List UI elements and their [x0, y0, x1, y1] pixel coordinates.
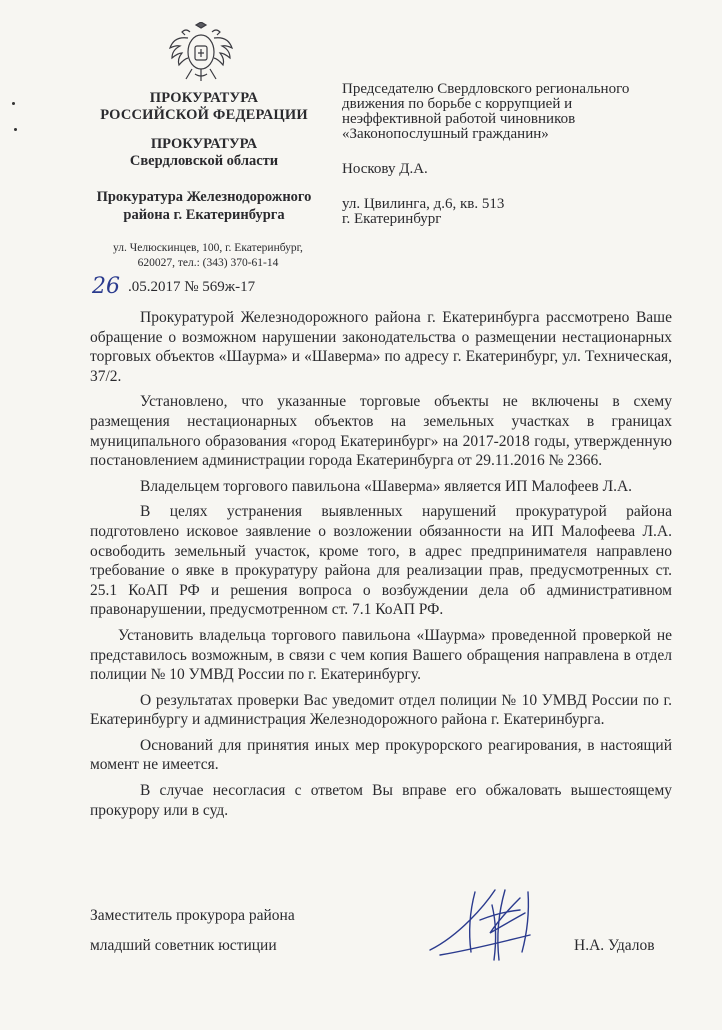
- signer-name: Н.А. Удалов: [574, 937, 655, 954]
- document-date-number: [92, 272, 255, 297]
- region-line1: ПРОКУРАТУРА: [150, 136, 258, 152]
- paragraph-2: Установлено, что указанные торговые объекты не включены в схему размещения нестационарных объектов на земельных участках в границах муниципального образования «город Екатеринбург» на 2017-2018 годы, утвержденную постановлением администрации города Екатеринбурга от 29.11.2016 № 2366.: [90, 393, 672, 470]
- recipient-street: ул. Цвилинга, д.6, кв. 513: [342, 196, 505, 212]
- coat-of-arms-icon: [168, 22, 234, 86]
- district-name: [80, 188, 328, 224]
- paragraph-8: В случае несогласия с ответом Вы вправе его обжаловать вышестоящему прокурору или в суд.: [90, 782, 672, 819]
- scan-speck: [14, 128, 17, 131]
- recipient-line3: неэффективной работой чиновников: [342, 111, 576, 127]
- paragraph-4: В целях устранения выявленных нарушений прокуратурой района подготовлено исковое заявление о возложении обязанности на ИП Малофеева Л.А. освободить земельный участок, кроме того, в адрес предпринимателя направлено требование о явке в прокуратуру района для реализации прав, предусмотренных ст. 25.1 КоАП РФ и решения вопроса о возбуждении дела об административном правонарушении, предусмотренном ст. 7.1 КоАП РФ.: [90, 503, 672, 619]
- scan-speck: [12, 102, 15, 105]
- recipient-line2: движения по борьбе с коррупцией и: [342, 96, 573, 112]
- paragraph-7: Оснований для принятия иных мер прокурорского реагирования, в настоящий момент не имеется.: [90, 736, 672, 774]
- address-line1: ул. Челюскинцев, 100, г. Екатеринбург,: [113, 242, 303, 254]
- paragraph-5: Установить владельца торгового павильона «Шаурма» проведенной проверкой не представилось возможным, в связи с чем копия Вашего обращения направлена в отдел полиции № 10 УМВД России по г. Екатеринбургу.: [90, 626, 672, 684]
- recipient-name: Носкову Д.А.: [342, 161, 428, 177]
- recipient-line4: «Законопослушный гражданин»: [342, 126, 549, 142]
- recipient-city: г. Екатеринбург: [342, 211, 442, 227]
- org-line2: РОССИЙСКОЙ ФЕДЕРАЦИИ: [100, 107, 308, 123]
- region-name: [80, 136, 328, 170]
- paragraph-1: Прокуратурой Железнодорожного района г. Екатеринбурга рассмотрено Ваше обращение о возможном нарушении законодательства о размещении нестационарных торговых объектов «Шаурма» и «Шаверма» по адресу г. Екатеринбург, ул. Техническая, 37/2.: [90, 309, 672, 385]
- district-line1: Прокуратура Железнодорожного: [96, 189, 312, 205]
- handwritten-signature-icon: [420, 880, 570, 970]
- paragraph-6: О результатах проверки Вас уведомит отдел полиции № 10 УМВД России по г. Екатеринбургу и администрация Железнодорожного района г. Екатеринбурга.: [90, 691, 672, 729]
- address-line2: 620027, тел.: (343) 370-61-14: [137, 257, 279, 269]
- paragraph-3: Владельцем торгового павильона «Шаверма» является ИП Малофеев Л.А.: [140, 477, 633, 495]
- district-line2: района г. Екатеринбурга: [123, 207, 285, 223]
- letter-body: [90, 308, 672, 820]
- sender-address: [80, 241, 328, 271]
- org-line1: ПРОКУРАТУРА: [149, 90, 259, 106]
- signer-title-line1: Заместитель прокурора района: [90, 907, 295, 924]
- sender-header: [80, 90, 328, 271]
- signer-title-line2: младший советник юстиции: [90, 937, 277, 954]
- region-line2: Свердловской области: [129, 153, 279, 169]
- recipient-line1: Председателю Свердловского регионального: [342, 81, 630, 97]
- date-and-number: .05.2017 № 569ж-17: [128, 279, 256, 295]
- recipient-block: [342, 82, 682, 227]
- handwritten-day: 26: [92, 274, 120, 299]
- org-name: [80, 90, 328, 124]
